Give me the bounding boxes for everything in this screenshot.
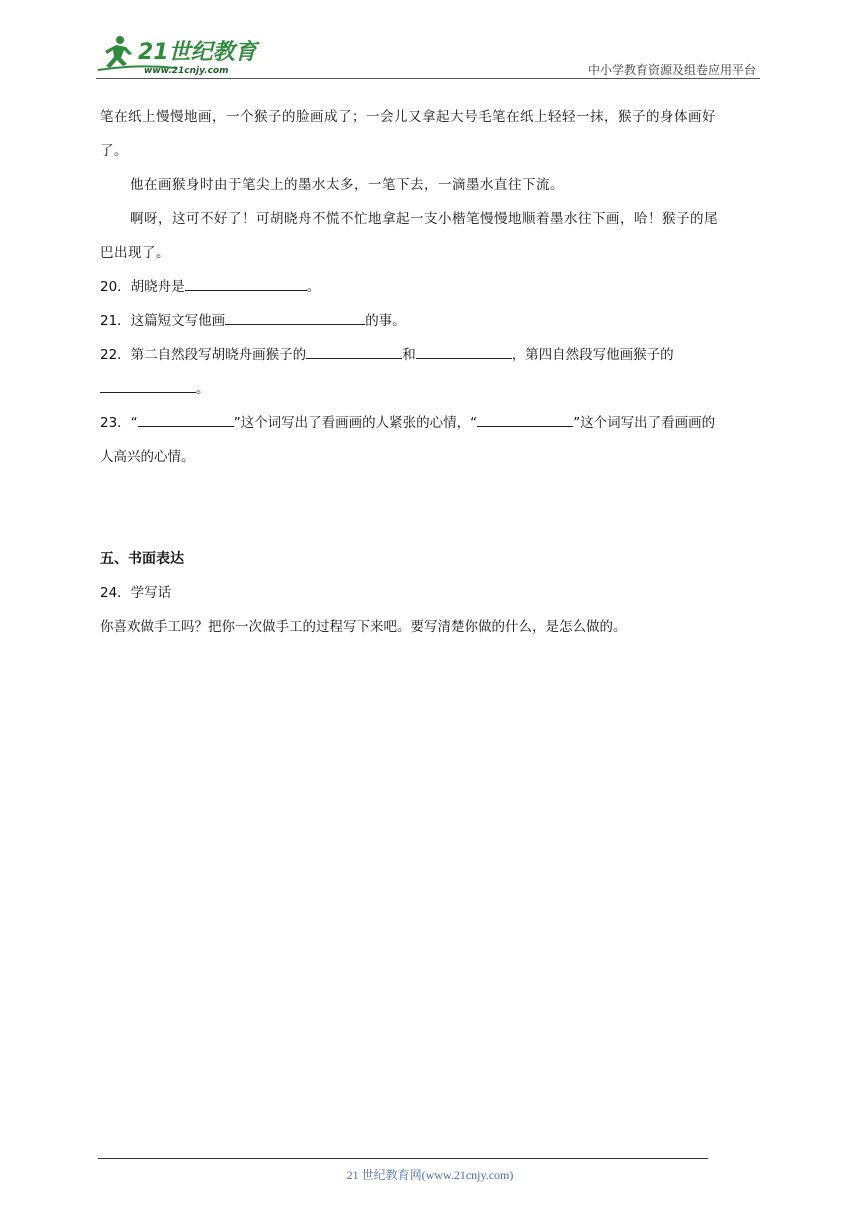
answer-blank[interactable]: [138, 408, 234, 427]
header-divider: [96, 78, 760, 79]
answer-blank[interactable]: [477, 408, 573, 427]
question-24-label: 24．学写话: [100, 585, 172, 601]
header-platform-text: 中小学教育资源及组卷应用平台: [587, 63, 756, 77]
section-title: 五、书面表达: [100, 551, 184, 567]
question-text: 21．这篇短文写他画: [100, 313, 226, 329]
passage-line: 了。: [100, 143, 128, 159]
question-text: 的事。: [365, 313, 406, 329]
spacer: [100, 474, 762, 542]
passage-line: 笔在纸上慢慢地画，一个猴子的脸画成了；一会儿又拿起大号毛笔在纸上轻轻一抹，猴子的身体画好: [100, 109, 716, 125]
question-text: 。: [196, 381, 210, 397]
question-text: 23．“: [100, 415, 138, 431]
question-text: ，第四自然段写他画猴子的: [511, 347, 674, 363]
question-text: 。: [306, 279, 321, 295]
question-21: [100, 304, 762, 338]
question-22: [100, 338, 762, 372]
main-content: [100, 100, 762, 644]
answer-blank[interactable]: [306, 340, 402, 359]
answer-blank[interactable]: [185, 272, 307, 291]
passage-line: 他在画猴身时由于笔尖上的墨水太多，一笔下去，一滴墨水直往下流。: [130, 177, 564, 193]
question-text: ”这个词写出了看画画的人紧张的心情，“: [233, 415, 478, 431]
question-text: 22．第二自然段写胡晓舟画猴子的: [100, 347, 307, 363]
footer-text: 21 世纪教育网(www.21cnjy.com): [346, 1168, 514, 1182]
question-23-cont: 人高兴的心情。: [100, 449, 195, 465]
answer-blank[interactable]: [225, 306, 365, 325]
passage-line: 啊呀，这可不好了！可胡晓舟不慌不忙地拿起一支小楷笔慢慢地顺着墨水往下画，哈！猴子的尾: [130, 211, 718, 227]
page-header: [96, 34, 760, 78]
logo-url-text: www.21cnjy.com: [144, 66, 229, 76]
question-text: 20．胡晓舟是: [100, 279, 185, 295]
question-text: 和: [402, 347, 416, 363]
question-text: ”这个词写出了看画画的: [573, 415, 716, 431]
question-23: [100, 406, 762, 440]
runner-icon: [105, 36, 132, 68]
logo-text: 21世纪教育: [138, 40, 257, 65]
question-24-prompt: 你喜欢做手工吗？把你一次做手工的过程写下来吧。要写清楚你做的什么，是怎么做的。: [100, 619, 627, 635]
passage-line: 巴出现了。: [100, 245, 170, 261]
answer-blank[interactable]: [416, 340, 512, 359]
question-22-cont: [100, 372, 762, 406]
answer-blank[interactable]: [100, 374, 196, 393]
question-20: [100, 270, 762, 304]
logo-21cnjy: [96, 34, 266, 76]
footer-divider: [98, 1158, 708, 1159]
